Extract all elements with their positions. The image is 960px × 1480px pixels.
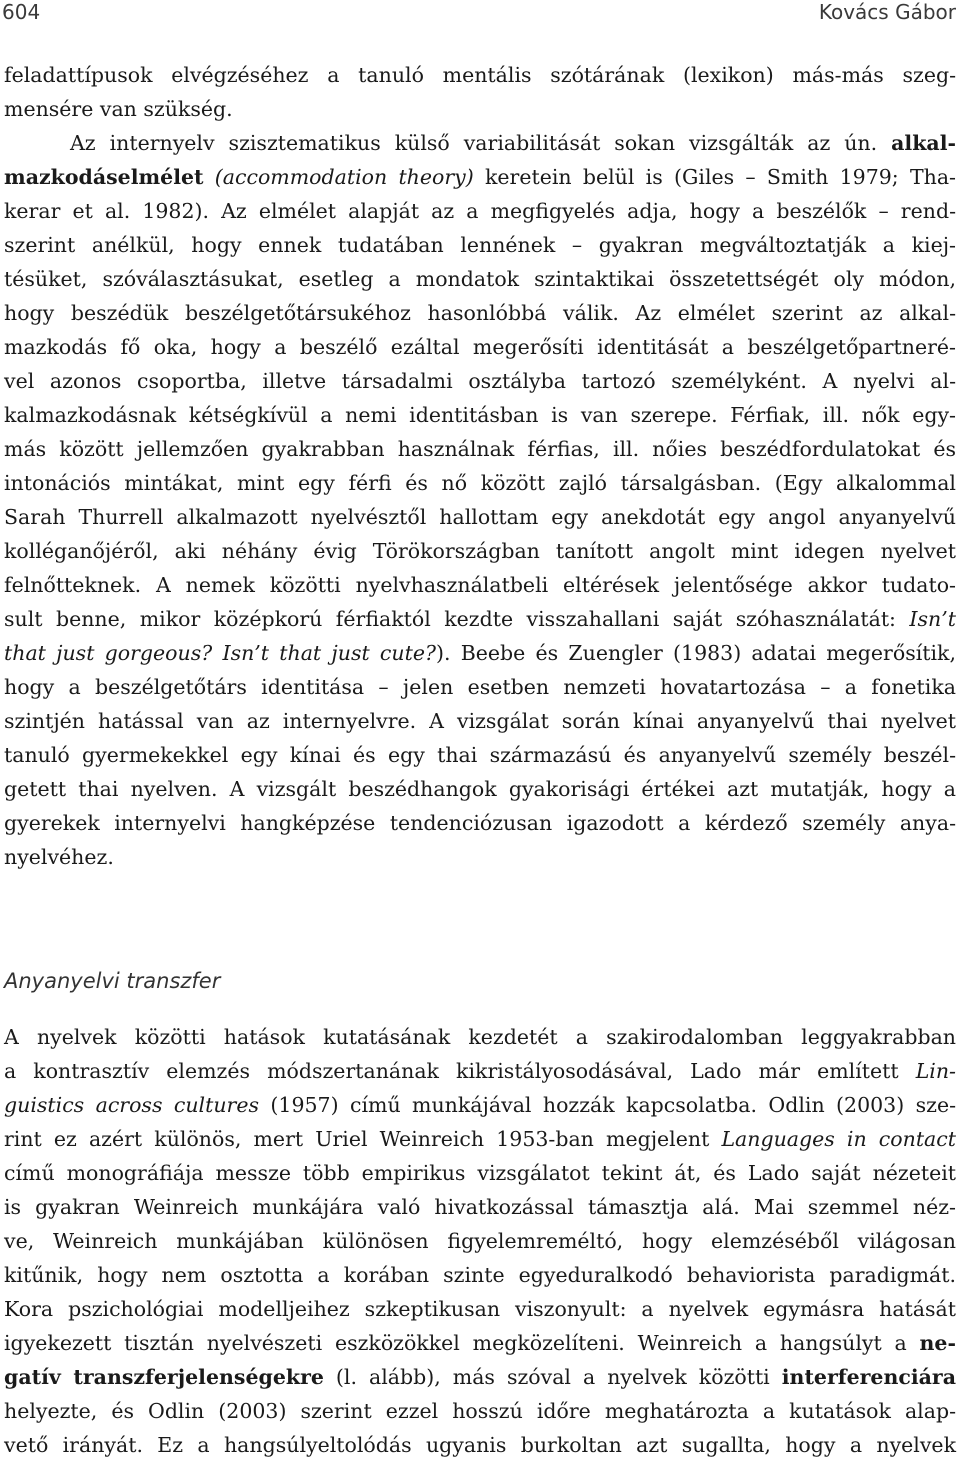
text-line: [4, 398, 956, 432]
text-run: vető irányát. Ez a hangsúlyeltolódás ugyanis burkoltan azt sugallta, hogy a nyelvek: [4, 1433, 956, 1457]
text-line: [4, 466, 956, 500]
text-run: Az internyelv szisztematikus külső variabilitását sokan vizsgálták az ún.: [70, 131, 892, 155]
text-run: ). Beebe és Zuengler (1983) adatai megerősítik,: [435, 641, 956, 665]
text-run: mensére van szükség.: [4, 97, 233, 121]
text-run: tésüket, szóválasztásukat, esetleg a mondatok szintaktikai összetettségét oly módon,: [4, 267, 956, 291]
text-run: [204, 165, 215, 189]
text-line: [4, 126, 956, 160]
text-line: [4, 534, 956, 568]
italic-title: guistics across cultures: [4, 1093, 260, 1117]
text-line: [4, 1292, 956, 1326]
text-line: [4, 1428, 956, 1462]
text-line: [4, 1190, 956, 1224]
text-line: [4, 330, 956, 364]
text-run: intonációs mintákat, mint egy férfi és nő között zajló társalgásban. (Egy alkalommal: [4, 471, 956, 495]
text-run: keretein belül is (Giles – Smith 1979; Tha-: [473, 165, 956, 189]
text-run: hogy a beszélgetőtárs identitása – jelen esetben nemzeti hovatartozása – a fonetika: [4, 675, 956, 699]
text-line: [4, 1258, 956, 1292]
text-line: [4, 1326, 956, 1360]
text-line: [4, 432, 956, 466]
text-run: nyelvéhez.: [4, 845, 114, 869]
text-run: tanuló gyermekekkel egy kínai és egy thai származású és anyanyelvű személy beszél-: [4, 743, 956, 767]
text-line: [4, 92, 956, 126]
text-run: getett thai nyelven. A vizsgált beszédhangok gyakorisági értékei azt mutatják, hogy a: [4, 777, 956, 801]
text-run: kerar et al. 1982). Az elmélet alapját az a megfigyelés adja, hogy a beszélők – rend-: [4, 199, 956, 223]
text-line: [4, 1224, 956, 1258]
text-line: [4, 58, 956, 92]
text-run: Kora pszichológiai modelljeihez szkeptikusan viszonyult: a nyelvek egymásra hatását: [4, 1297, 956, 1321]
text-run: rint ez azért különös, mert Uriel Weinreich 1953-ban megjelent: [4, 1127, 722, 1151]
italic-title: Lin-: [915, 1059, 956, 1083]
text-line: [4, 704, 956, 738]
section-heading: Anyanyelvi transzfer: [4, 969, 221, 993]
text-run: vel azonos csoportba, illetve társadalmi osztályba tartozó személyként. A nyelvi al-: [4, 369, 956, 393]
text-run: más között jellemzően gyakrabban használnak férfias, ill. nőies beszédfordulatokat és: [4, 437, 956, 461]
text-line: [4, 1122, 956, 1156]
text-line: [4, 500, 956, 534]
text-run: sult benne, mikor középkorú férfiaktól kezdte visszahallani saját szóhasználatát:: [4, 607, 910, 631]
bold-term: ne-: [919, 1331, 956, 1355]
bold-term: interferenciára: [781, 1365, 956, 1389]
bold-term: alkal-: [891, 131, 956, 155]
body-paragraph-accommodation: [4, 58, 956, 874]
text-run: hogy beszédük beszélgetőtársukéhoz hasonlóbbá válik. Az elmélet szerint az alkal-: [4, 301, 956, 325]
text-line: [4, 1020, 956, 1054]
text-line: [4, 1156, 956, 1190]
page-header: [0, 0, 960, 30]
text-run: című monográfiája messze több empirikus vizsgálatot tekint át, és Lado saját nézeteit: [4, 1161, 956, 1185]
text-run: is gyakran Weinreich munkájára való hivatkozással támasztja alá. Mai szemmel néz-: [4, 1195, 956, 1219]
text-run: szerint anélkül, hogy ennek tudatában lennének – gyakran megváltoztatják a kiej-: [4, 233, 956, 257]
text-line: [4, 602, 956, 636]
text-run: felnőtteknek. A nemek közötti nyelvhasználatbeli eltérések jelentősége akkor tudato-: [4, 573, 956, 597]
text-run: helyezte, és Odlin (2003) szerint ezzel hosszú időre meghatározta a kutatások alap-: [4, 1399, 956, 1423]
italic-title: (accommodation theory): [214, 165, 474, 189]
text-line: [4, 772, 956, 806]
text-line: [4, 296, 956, 330]
text-run: kolléganőjéről, aki néhány évig Törökországban tanított angolt mint idegen nyelvet: [4, 539, 956, 563]
text-line: [4, 364, 956, 398]
text-run: (1957) című munkájával hozzák kapcsolatba. Odlin (2003) sze-: [259, 1093, 957, 1117]
text-line: [4, 1054, 956, 1088]
text-line: [4, 194, 956, 228]
body-paragraph-transfer: [4, 1020, 956, 1462]
text-run: kalmazkodásnak kétségkívül a nemi identitásban is van szerepe. Férfiak, ill. nők egy-: [4, 403, 956, 427]
bold-term: gatív transzferjelenségekre: [4, 1365, 324, 1389]
text-run: mazkodás fő oka, hogy a beszélő ezáltal megerősíti identitását a beszélgetőpartneré-: [4, 335, 956, 359]
text-run: kitűnik, hogy nem osztotta a korában szinte egyeduralkodó behaviorista paradigmát.: [4, 1263, 956, 1287]
page-number: 604: [2, 0, 41, 24]
text-line: [4, 738, 956, 772]
text-line: [4, 568, 956, 602]
text-run: feladattípusok elvégzéséhez a tanuló mentális szótárának (lexikon) más-más szeg-: [4, 63, 956, 87]
text-line: [4, 1360, 956, 1394]
text-line: [4, 840, 956, 874]
text-line: [4, 806, 956, 840]
text-run: Sarah Thurrell alkalmazott nyelvésztől hallottam egy anekdotát egy angol anyanyelvű: [4, 505, 956, 529]
text-line: [4, 1088, 956, 1122]
text-run: ve, Weinreich munkájában különösen figyelemreméltó, hogy elemzéséből világosan: [4, 1229, 956, 1253]
text-run: gyerekek internyelvi hangképzése tendenciózusan igazodott a kérdező személy anya-: [4, 811, 956, 835]
text-line: [4, 262, 956, 296]
text-line: [4, 670, 956, 704]
text-line: [4, 1394, 956, 1428]
text-run: igyekezett tisztán nyelvészeti eszközökkel megközelíteni. Weinreich a hangsúlyt a: [4, 1331, 920, 1355]
text-run: a kontrasztív elemzés módszertanának kikristályosodásával, Lado már említett: [4, 1059, 916, 1083]
italic-title: that just gorgeous? Isn’t that just cute?: [4, 641, 436, 665]
text-line: [4, 160, 956, 194]
text-run: szintjén hatással van az internyelvre. A vizsgálat során kínai anyanyelvű thai nyelvet: [4, 709, 956, 733]
text-line: [4, 228, 956, 262]
italic-title: Isn’t: [909, 607, 956, 631]
text-run: A nyelvek közötti hatások kutatásának kezdetét a szakirodalomban leggyakrabban: [4, 1025, 956, 1049]
running-author: Kovács Gábor: [818, 0, 956, 24]
text-line: [4, 636, 956, 670]
bold-term: mazkodáselmélet: [4, 165, 204, 189]
text-run: (l. alább), más szóval a nyelvek közötti: [323, 1365, 782, 1389]
italic-title: Languages in contact: [721, 1127, 956, 1151]
